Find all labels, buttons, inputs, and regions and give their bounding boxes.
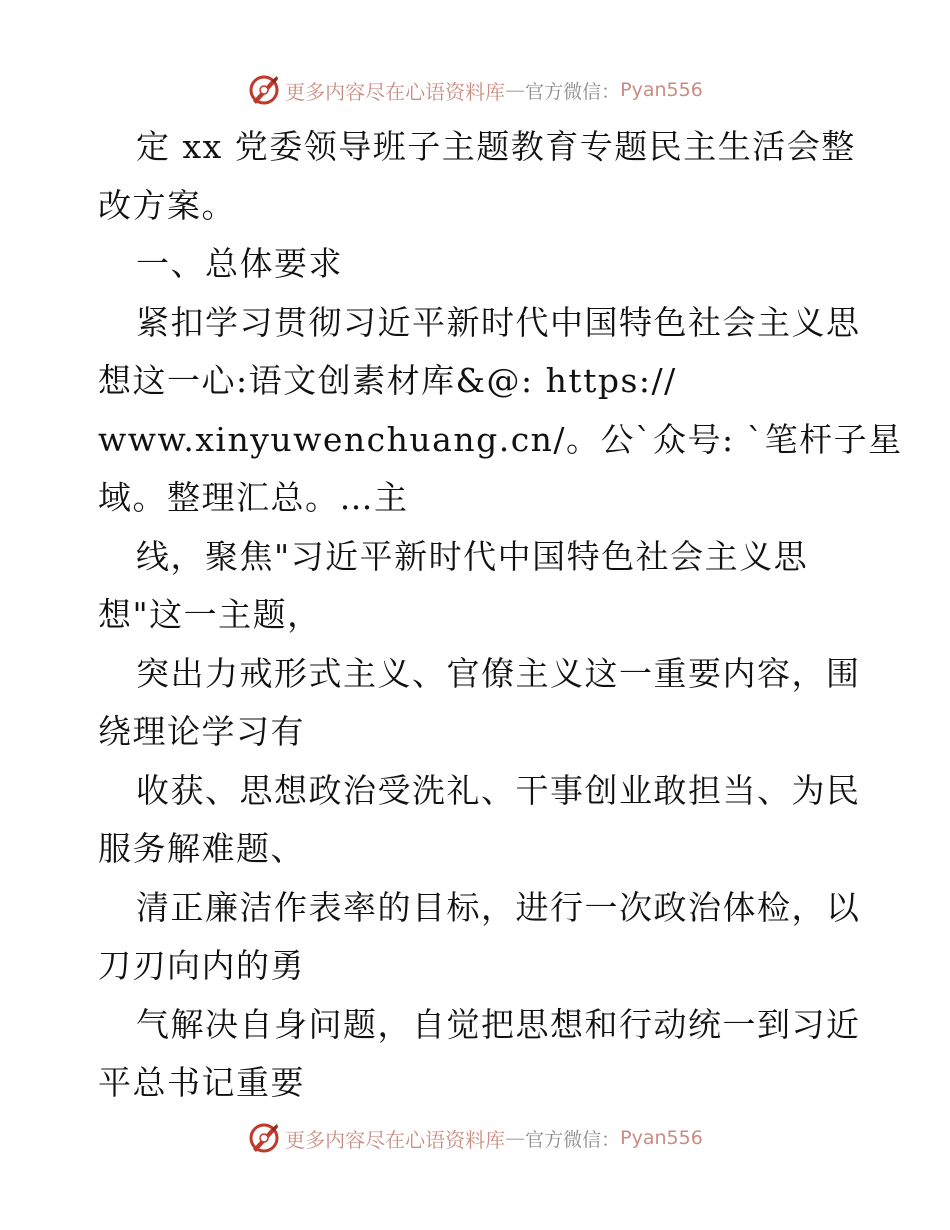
text-line: 突出力戒形式主义、官僚主义这一重要内容，围 [136,653,861,693]
banner-wechat-label: 官方微信： [525,80,621,103]
text-line: 刀刃向内的勇 [98,946,305,985]
text-line: 一、总体要求 [136,244,343,283]
text-line: 气解决自身问题，自觉把思想和行动统一到习近 [136,1004,861,1044]
text-line: 平总书记重要 [98,1063,305,1102]
banner-dash: — [505,78,526,102]
text-line: www.xinyuwenchuang.cn/。公`众号: `笔杆子星 [98,419,903,459]
quill-circle-logo-icon [247,1121,281,1155]
text-line: 想"这一主题， [98,595,322,634]
text-line: 想这一心:语文创素材库&@: https:// [98,361,677,400]
banner-slogan: 更多内容尽在心语资料库 [285,1127,506,1152]
banner-wechat-label: 官方微信： [525,1128,621,1151]
document-body [98,118,903,1113]
text-line: 域。整理汇总。…主 [98,478,409,517]
text-line: 线，聚焦"习近平新时代中国特色社会主义思 [136,536,809,576]
text-line: 清正廉洁作表率的目标，进行一次政治体检，以 [136,887,861,927]
text-line: 收获、思想政治受洗礼、干事创业敢担当、为民 [136,770,861,810]
footer-banner [0,1118,950,1158]
banner-slogan: 更多内容尽在心语资料库 [285,79,506,104]
text-line: 服务解难题、 [98,829,305,868]
quill-circle-logo-icon [247,73,281,107]
banner-wechat-id: Pyan556 [620,1127,703,1149]
banner-dash: — [505,1126,526,1150]
text-line: 紧扣学习贯彻习近平新时代中国特色社会主义思 [136,302,861,342]
banner-wechat-id: Pyan556 [620,79,703,101]
text-line: 改方案。 [98,185,236,225]
header-banner [0,70,950,110]
text-line: 绕理论学习有 [98,712,305,751]
text-line: 定 xx 党委领导班子主题教育专题民主生活会整 [136,127,856,166]
